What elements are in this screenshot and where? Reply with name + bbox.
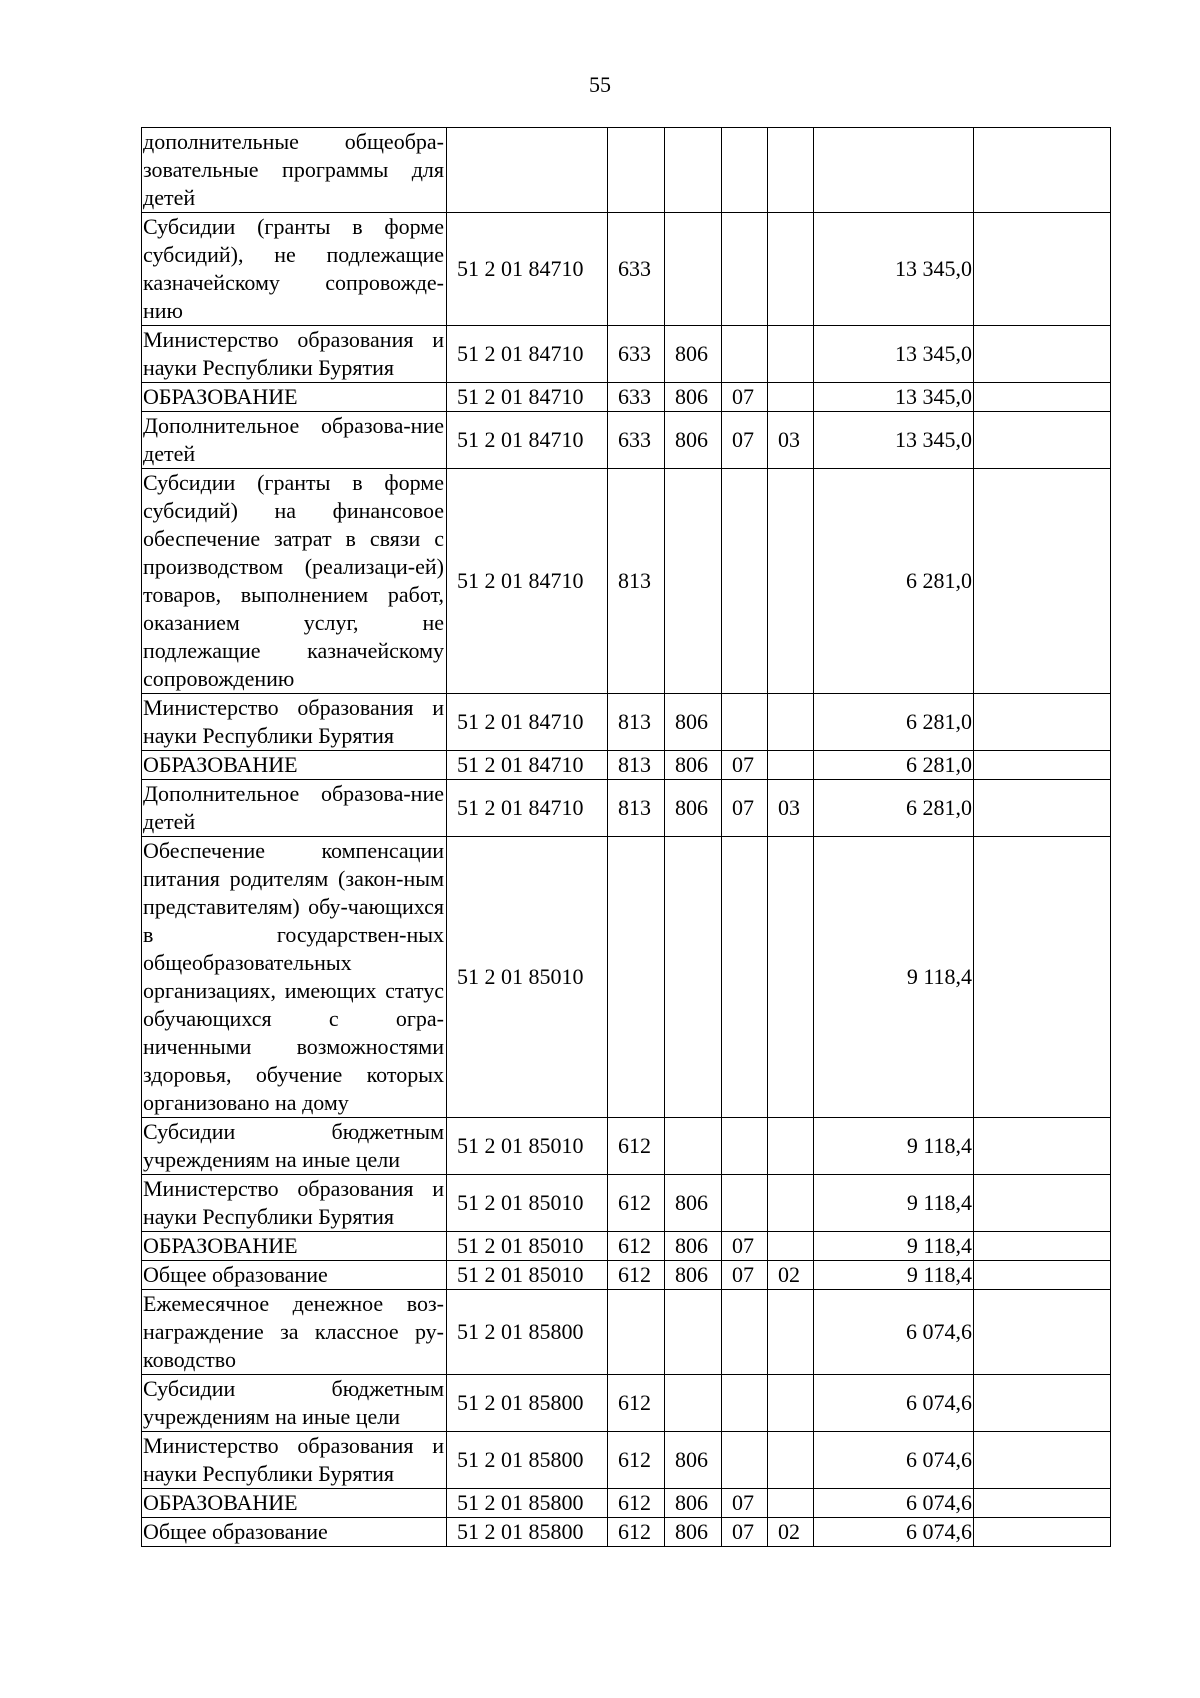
amount-cell bbox=[814, 128, 974, 213]
target-code-cell: 51 2 01 85010 bbox=[447, 1175, 608, 1232]
grbs-code-cell: 806 bbox=[665, 1489, 722, 1518]
amount-cell: 13 345,0 bbox=[814, 383, 974, 412]
target-code-cell: 51 2 01 84710 bbox=[447, 213, 608, 326]
empty-cell bbox=[974, 128, 1111, 213]
row-name-cell: Министерство образования и науки Республики Бурятия bbox=[142, 694, 447, 751]
table-row bbox=[142, 1518, 1111, 1547]
table-row bbox=[142, 1375, 1111, 1432]
expense-type-cell: 612 bbox=[608, 1261, 665, 1290]
grbs-code-cell: 806 bbox=[665, 412, 722, 469]
grbs-code-cell bbox=[665, 128, 722, 213]
expense-type-cell: 813 bbox=[608, 469, 665, 694]
row-name-cell: Общее образование bbox=[142, 1518, 447, 1547]
amount-cell: 9 118,4 bbox=[814, 1118, 974, 1175]
grbs-code-cell bbox=[665, 1118, 722, 1175]
expense-type-cell: 633 bbox=[608, 383, 665, 412]
expense-type-cell bbox=[608, 1290, 665, 1375]
amount-cell: 13 345,0 bbox=[814, 326, 974, 383]
amount-cell: 13 345,0 bbox=[814, 213, 974, 326]
section-code-cell bbox=[722, 1175, 768, 1232]
grbs-code-cell: 806 bbox=[665, 780, 722, 837]
subsection-code-cell bbox=[768, 1290, 814, 1375]
target-code-cell bbox=[447, 128, 608, 213]
target-code-cell: 51 2 01 84710 bbox=[447, 412, 608, 469]
empty-cell bbox=[974, 326, 1111, 383]
amount-cell: 6 281,0 bbox=[814, 751, 974, 780]
grbs-code-cell: 806 bbox=[665, 751, 722, 780]
target-code-cell: 51 2 01 85010 bbox=[447, 1118, 608, 1175]
empty-cell bbox=[974, 751, 1111, 780]
subsection-code-cell bbox=[768, 383, 814, 412]
expense-type-cell: 633 bbox=[608, 213, 665, 326]
target-code-cell: 51 2 01 84710 bbox=[447, 751, 608, 780]
subsection-code-cell bbox=[768, 1118, 814, 1175]
amount-cell: 9 118,4 bbox=[814, 1175, 974, 1232]
table-row bbox=[142, 326, 1111, 383]
table-row bbox=[142, 1175, 1111, 1232]
empty-cell bbox=[974, 1232, 1111, 1261]
grbs-code-cell: 806 bbox=[665, 1232, 722, 1261]
grbs-code-cell: 806 bbox=[665, 1432, 722, 1489]
expense-type-cell: 813 bbox=[608, 751, 665, 780]
target-code-cell: 51 2 01 84710 bbox=[447, 780, 608, 837]
empty-cell bbox=[974, 694, 1111, 751]
expense-type-cell: 612 bbox=[608, 1518, 665, 1547]
section-code-cell bbox=[722, 326, 768, 383]
row-name-cell: Общее образование bbox=[142, 1261, 447, 1290]
expense-type-cell: 612 bbox=[608, 1118, 665, 1175]
expense-type-cell: 813 bbox=[608, 780, 665, 837]
amount-cell: 6 281,0 bbox=[814, 780, 974, 837]
empty-cell bbox=[974, 469, 1111, 694]
row-name-cell: Дополнительное образова-ние детей bbox=[142, 412, 447, 469]
target-code-cell: 51 2 01 85800 bbox=[447, 1290, 608, 1375]
target-code-cell: 51 2 01 85800 bbox=[447, 1518, 608, 1547]
section-code-cell: 07 bbox=[722, 1232, 768, 1261]
table-row bbox=[142, 780, 1111, 837]
grbs-code-cell: 806 bbox=[665, 326, 722, 383]
row-name-cell: дополнительные общеобра-зовательные программы для детей bbox=[142, 128, 447, 213]
section-code-cell bbox=[722, 1375, 768, 1432]
target-code-cell: 51 2 01 85010 bbox=[447, 1261, 608, 1290]
expense-type-cell: 813 bbox=[608, 694, 665, 751]
row-name-cell: Министерство образования и науки Республики Бурятия bbox=[142, 326, 447, 383]
subsection-code-cell bbox=[768, 1432, 814, 1489]
row-name-cell: Министерство образования и науки Республики Бурятия bbox=[142, 1175, 447, 1232]
subsection-code-cell bbox=[768, 213, 814, 326]
table-row bbox=[142, 213, 1111, 326]
expense-type-cell: 612 bbox=[608, 1375, 665, 1432]
empty-cell bbox=[974, 780, 1111, 837]
target-code-cell: 51 2 01 85800 bbox=[447, 1432, 608, 1489]
empty-cell bbox=[974, 1118, 1111, 1175]
grbs-code-cell: 806 bbox=[665, 1518, 722, 1547]
amount-cell: 6 074,6 bbox=[814, 1290, 974, 1375]
subsection-code-cell bbox=[768, 694, 814, 751]
target-code-cell: 51 2 01 85800 bbox=[447, 1489, 608, 1518]
section-code-cell: 07 bbox=[722, 780, 768, 837]
table-row bbox=[142, 469, 1111, 694]
section-code-cell bbox=[722, 1432, 768, 1489]
amount-cell: 6 074,6 bbox=[814, 1432, 974, 1489]
page-number: 55 bbox=[589, 72, 611, 97]
row-name-cell: Министерство образования и науки Республики Бурятия bbox=[142, 1432, 447, 1489]
amount-cell: 6 074,6 bbox=[814, 1489, 974, 1518]
subsection-code-cell bbox=[768, 1232, 814, 1261]
subsection-code-cell: 02 bbox=[768, 1518, 814, 1547]
expense-type-cell: 633 bbox=[608, 326, 665, 383]
table-row bbox=[142, 1489, 1111, 1518]
grbs-code-cell: 806 bbox=[665, 383, 722, 412]
grbs-code-cell: 806 bbox=[665, 1175, 722, 1232]
amount-cell: 9 118,4 bbox=[814, 1232, 974, 1261]
empty-cell bbox=[974, 1432, 1111, 1489]
budget-table bbox=[141, 127, 1111, 1547]
section-code-cell: 07 bbox=[722, 1489, 768, 1518]
subsection-code-cell bbox=[768, 837, 814, 1118]
table-row bbox=[142, 1232, 1111, 1261]
empty-cell bbox=[974, 1375, 1111, 1432]
empty-cell bbox=[974, 213, 1111, 326]
row-name-cell: Субсидии бюджетным учреждениям на иные цели bbox=[142, 1375, 447, 1432]
subsection-code-cell bbox=[768, 1375, 814, 1432]
row-name-cell: Обеспечение компенсации питания родителям (закон-ным представителям) обу-чающихся в государствен-ных общеобразовательных организациях, имеющих статус обучающихся с огра-ниченными возможностями здоровья, обучение которых организовано на дому bbox=[142, 837, 447, 1118]
amount-cell: 6 281,0 bbox=[814, 469, 974, 694]
amount-cell: 9 118,4 bbox=[814, 1261, 974, 1290]
table-row bbox=[142, 128, 1111, 213]
section-code-cell: 07 bbox=[722, 1518, 768, 1547]
amount-cell: 6 074,6 bbox=[814, 1518, 974, 1547]
table-row bbox=[142, 1290, 1111, 1375]
amount-cell: 6 281,0 bbox=[814, 694, 974, 751]
expense-type-cell: 612 bbox=[608, 1232, 665, 1261]
subsection-code-cell: 03 bbox=[768, 780, 814, 837]
target-code-cell: 51 2 01 85800 bbox=[447, 1375, 608, 1432]
subsection-code-cell bbox=[768, 326, 814, 383]
section-code-cell bbox=[722, 469, 768, 694]
row-name-cell: ОБРАЗОВАНИЕ bbox=[142, 1232, 447, 1261]
grbs-code-cell bbox=[665, 837, 722, 1118]
section-code-cell bbox=[722, 837, 768, 1118]
amount-cell: 13 345,0 bbox=[814, 412, 974, 469]
empty-cell bbox=[974, 412, 1111, 469]
section-code-cell: 07 bbox=[722, 383, 768, 412]
row-name-cell: Субсидии (гранты в форме субсидий), не подлежащие казначейскому сопровожде-нию bbox=[142, 213, 447, 326]
row-name-cell: Ежемесячное денежное воз-награждение за классное ру-ководство bbox=[142, 1290, 447, 1375]
table-row bbox=[142, 837, 1111, 1118]
target-code-cell: 51 2 01 84710 bbox=[447, 326, 608, 383]
expense-type-cell bbox=[608, 837, 665, 1118]
empty-cell bbox=[974, 1518, 1111, 1547]
table-row bbox=[142, 751, 1111, 780]
expense-type-cell: 612 bbox=[608, 1489, 665, 1518]
section-code-cell bbox=[722, 128, 768, 213]
row-name-cell: ОБРАЗОВАНИЕ bbox=[142, 383, 447, 412]
row-name-cell: ОБРАЗОВАНИЕ bbox=[142, 1489, 447, 1518]
subsection-code-cell: 03 bbox=[768, 412, 814, 469]
section-code-cell bbox=[722, 1118, 768, 1175]
row-name-cell: Дополнительное образова-ние детей bbox=[142, 780, 447, 837]
target-code-cell: 51 2 01 85010 bbox=[447, 837, 608, 1118]
row-name-cell: Субсидии (гранты в форме субсидий) на финансовое обеспечение затрат в связи с производством (реализаци-ей) товаров, выполнением работ, оказанием услуг, не подлежащие казначейскому сопровождению bbox=[142, 469, 447, 694]
target-code-cell: 51 2 01 84710 bbox=[447, 469, 608, 694]
subsection-code-cell bbox=[768, 128, 814, 213]
table-row bbox=[142, 1118, 1111, 1175]
section-code-cell: 07 bbox=[722, 412, 768, 469]
grbs-code-cell bbox=[665, 469, 722, 694]
empty-cell bbox=[974, 837, 1111, 1118]
expense-type-cell: 612 bbox=[608, 1175, 665, 1232]
empty-cell bbox=[974, 1261, 1111, 1290]
amount-cell: 9 118,4 bbox=[814, 837, 974, 1118]
table-row bbox=[142, 1432, 1111, 1489]
section-code-cell: 07 bbox=[722, 1261, 768, 1290]
grbs-code-cell: 806 bbox=[665, 694, 722, 751]
table-row bbox=[142, 383, 1111, 412]
table-row bbox=[142, 412, 1111, 469]
expense-type-cell: 633 bbox=[608, 412, 665, 469]
table-row bbox=[142, 1261, 1111, 1290]
section-code-cell bbox=[722, 694, 768, 751]
subsection-code-cell bbox=[768, 469, 814, 694]
subsection-code-cell bbox=[768, 1175, 814, 1232]
table-row bbox=[142, 694, 1111, 751]
target-code-cell: 51 2 01 84710 bbox=[447, 694, 608, 751]
empty-cell bbox=[974, 1489, 1111, 1518]
subsection-code-cell bbox=[768, 751, 814, 780]
target-code-cell: 51 2 01 85010 bbox=[447, 1232, 608, 1261]
section-code-cell: 07 bbox=[722, 751, 768, 780]
amount-cell: 6 074,6 bbox=[814, 1375, 974, 1432]
expense-type-cell: 612 bbox=[608, 1432, 665, 1489]
row-name-cell: ОБРАЗОВАНИЕ bbox=[142, 751, 447, 780]
section-code-cell bbox=[722, 213, 768, 326]
section-code-cell bbox=[722, 1290, 768, 1375]
empty-cell bbox=[974, 1290, 1111, 1375]
grbs-code-cell bbox=[665, 213, 722, 326]
subsection-code-cell: 02 bbox=[768, 1261, 814, 1290]
target-code-cell: 51 2 01 84710 bbox=[447, 383, 608, 412]
empty-cell bbox=[974, 1175, 1111, 1232]
row-name-cell: Субсидии бюджетным учреждениям на иные цели bbox=[142, 1118, 447, 1175]
grbs-code-cell bbox=[665, 1290, 722, 1375]
grbs-code-cell bbox=[665, 1375, 722, 1432]
expense-type-cell bbox=[608, 128, 665, 213]
empty-cell bbox=[974, 383, 1111, 412]
subsection-code-cell bbox=[768, 1489, 814, 1518]
grbs-code-cell: 806 bbox=[665, 1261, 722, 1290]
